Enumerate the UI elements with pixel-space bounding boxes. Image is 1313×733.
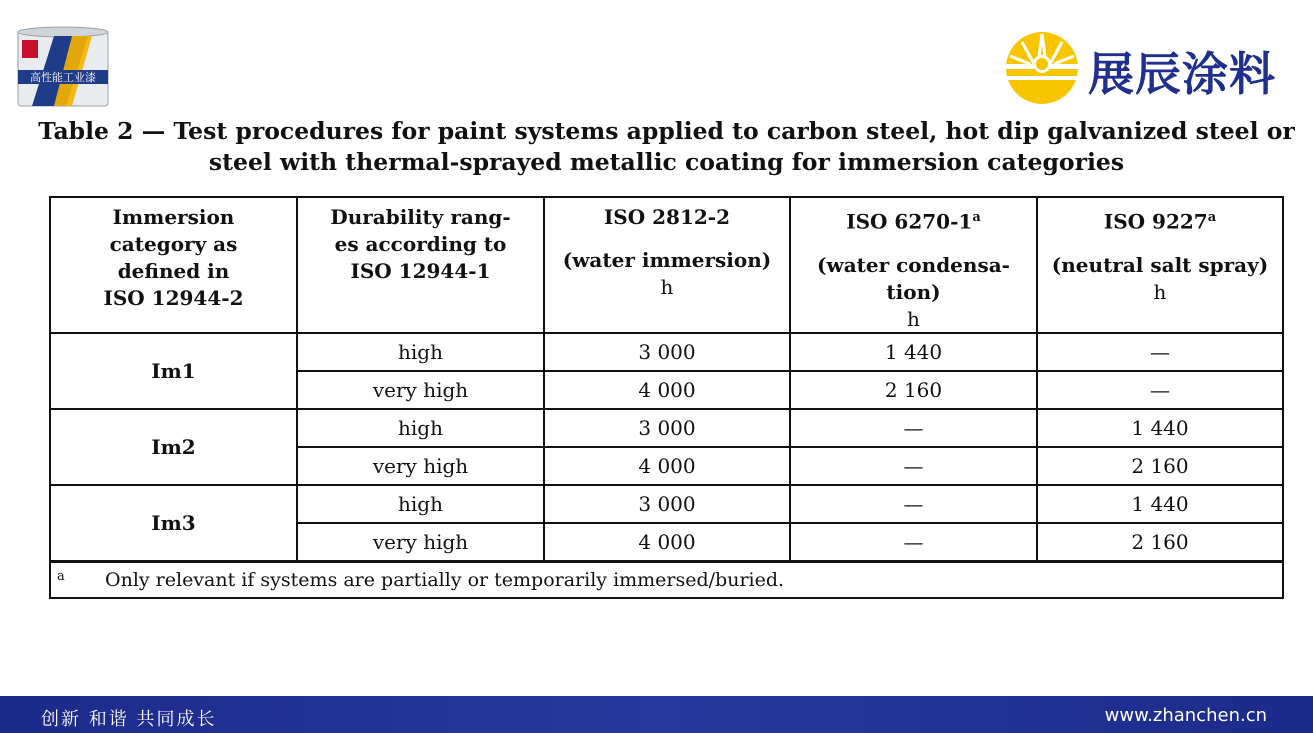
brand-name: 展辰涂料: [1088, 47, 1276, 101]
durability-cell: high: [297, 409, 544, 447]
brand-logo: [1004, 30, 1294, 106]
footer-slogan: 创新 和谐 共同成长: [41, 709, 217, 730]
iso9227-cell: 1 440: [1037, 409, 1283, 447]
iso2812-cell: 3 000: [544, 333, 790, 371]
iso9227-cell: 2 160: [1037, 447, 1283, 485]
category-cell: Im1: [50, 333, 297, 409]
iso6270-cell: —: [790, 409, 1037, 447]
header-iso-9227: ISO 9227$^a$ (neutral salt spray) h: [1037, 197, 1283, 333]
durability-cell: very high: [297, 447, 544, 485]
title-line-2: steel with thermal-sprayed metallic coating for immersion categories: [208, 148, 1125, 176]
title-line-1: Table 2 — Test procedures for paint systems applied to carbon steel, hot dip galvanized steel or: [38, 117, 1295, 145]
category-cell: Im2: [50, 409, 297, 485]
durability-cell: high: [297, 485, 544, 523]
header-iso-6270-1: ISO 6270-1$^a$ (water condensa- tion) h: [790, 197, 1037, 333]
table-title: [0, 116, 1313, 178]
table-row: [50, 485, 1283, 523]
footnote-mark: a: [57, 569, 65, 584]
iso9227-cell: —: [1037, 333, 1283, 371]
iso6270-cell: —: [790, 447, 1037, 485]
footnote-row: [50, 562, 1283, 599]
iso9227-cell: 2 160: [1037, 523, 1283, 562]
sun-logo-icon: [1004, 30, 1080, 106]
table-row: [50, 333, 1283, 371]
footer-bar: [0, 696, 1313, 733]
iso9227-cell: —: [1037, 371, 1283, 409]
product-label: 高性能工业漆: [30, 71, 96, 84]
iso2812-cell: 4 000: [544, 371, 790, 409]
footnote-text: Only relevant if systems are partially or temporarily immersed/buried.: [105, 569, 785, 591]
iso6270-cell: —: [790, 523, 1037, 562]
iso9227-cell: 1 440: [1037, 485, 1283, 523]
footnote-ref: a: [1207, 210, 1217, 225]
category-cell: Im3: [50, 485, 297, 562]
header-durability-ranges: Durability rang- es according to ISO 12944-1: [297, 197, 544, 333]
iso6270-cell: 2 160: [790, 371, 1037, 409]
test-procedures-table: [49, 196, 1284, 599]
table-row: [50, 409, 1283, 447]
iso2812-cell: 3 000: [544, 485, 790, 523]
footer-website-link[interactable]: www.zhanchen.cn: [1104, 705, 1267, 726]
footnote: [50, 562, 1283, 599]
durability-cell: high: [297, 333, 544, 371]
table-header-row: [50, 197, 1283, 333]
durability-cell: very high: [297, 371, 544, 409]
iso6270-cell: 1 440: [790, 333, 1037, 371]
durability-cell: very high: [297, 523, 544, 562]
iso2812-cell: 3 000: [544, 409, 790, 447]
footnote-ref: a: [972, 210, 981, 225]
product-can-image: [14, 26, 112, 108]
header-iso-2812-2: ISO 2812-2 (water immersion) h: [544, 197, 790, 333]
header-immersion-category: Immersion category as defined in ISO 12944-2: [50, 197, 297, 333]
iso2812-cell: 4 000: [544, 523, 790, 562]
iso6270-cell: —: [790, 485, 1037, 523]
iso2812-cell: 4 000: [544, 447, 790, 485]
